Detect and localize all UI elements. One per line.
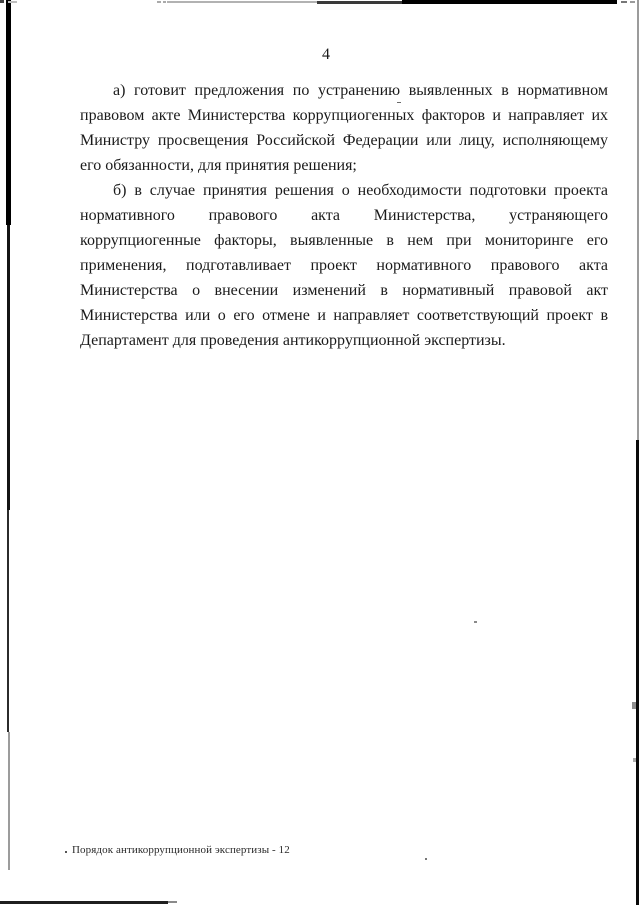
page-number: 4 bbox=[322, 46, 330, 63]
scan-left-border-top bbox=[6, 0, 11, 225]
scan-top-line-gray bbox=[167, 1, 317, 3]
scan-speckle bbox=[425, 858, 427, 860]
scan-top-line-dark bbox=[317, 1, 402, 4]
scan-right-tick bbox=[632, 702, 636, 709]
scan-bottom-line bbox=[0, 901, 168, 904]
document-body bbox=[80, 78, 608, 353]
scan-top-dash bbox=[621, 1, 627, 3]
scan-right-border-top bbox=[637, 0, 639, 440]
scan-top-line-black bbox=[402, 0, 617, 4]
scan-top-left-dash bbox=[0, 0, 4, 3]
scan-left-border-lower bbox=[7, 510, 9, 732]
footer-note: Порядок антикоррупционной экспертизы - 12 bbox=[72, 844, 290, 856]
scan-bottom-line-tail bbox=[168, 901, 177, 903]
paragraph-item-b: б) в случае принятия решения о необходимости подготовки проекта нормативного правового акта Министерства, устраняющего коррупциогенные факторы, выявленные в нем при мониторинге его применения, подготавливает проект нормативного правового акта Министерства о внесении изменений в нормативный правовой акт Министерства или о его отмене и направляет соответствующий проект в Департамент для проведения антикоррупционной экспертизы. bbox=[80, 182, 608, 349]
paragraph-item-a: а) готовит предложения по устранению выявленных в нормативном правовом акте Министерства коррупциогенных факторов и направляет их Министру просвещения Российской Федерации или лицу, исполняющему его обязанности, для принятия решения; bbox=[80, 82, 608, 174]
scan-right-tick bbox=[633, 758, 636, 762]
scan-top-left-dash-gray bbox=[8, 1, 17, 3]
scan-speckle bbox=[474, 621, 477, 623]
scan-top-dash bbox=[163, 1, 166, 3]
scan-top-dash bbox=[157, 1, 161, 3]
scan-left-border-middle bbox=[7, 225, 10, 510]
scan-right-border-lower bbox=[636, 440, 639, 905]
scan-top-dash bbox=[630, 1, 635, 3]
scan-left-border-fade bbox=[8, 732, 10, 870]
scan-speckle bbox=[65, 851, 67, 853]
